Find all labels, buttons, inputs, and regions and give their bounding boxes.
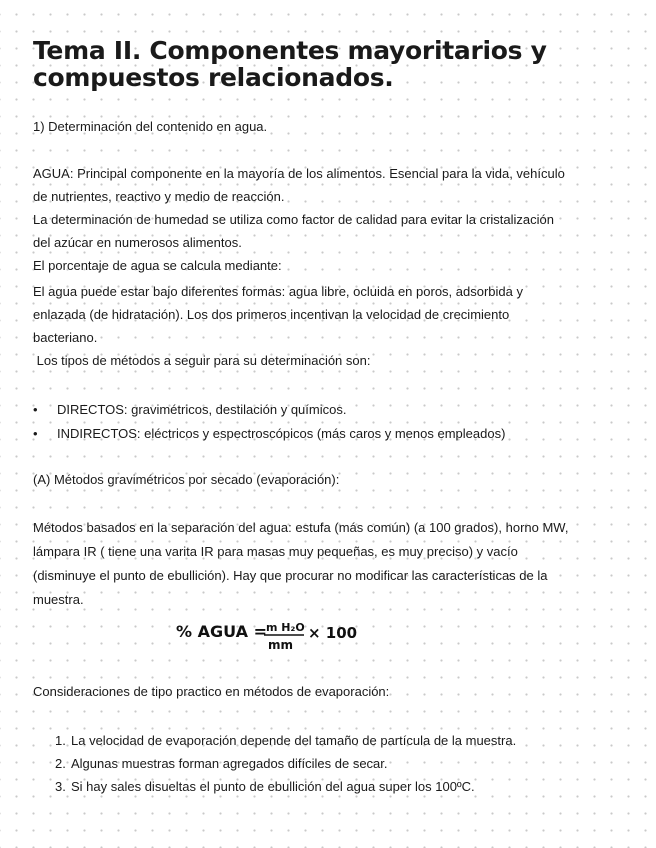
paragraph-line: enlazada (de hidratación). Los dos primeros incentivan la velocidad de crecimiento (33, 307, 510, 322)
consideration-item: La velocidad de evaporación depende del tamaño de partícula de la muestra. (71, 733, 517, 748)
water-percentage-formula (176, 615, 376, 655)
list-number: 3. (55, 779, 66, 794)
paragraph-line: bacteriano. (33, 330, 98, 345)
section-heading-a: (A) Métodos gravimétricos por secado (evaporación): (33, 472, 340, 487)
title-line-1: Tema II. Componentes mayoritarios y (33, 36, 547, 65)
bullet-item-indirectos: INDIRECTOS: eléctricos y espectroscópicos (más caros y menos empleados) (57, 426, 506, 441)
formula-right: × 100 (308, 624, 358, 642)
paragraph-line: lámpara IR ( tiene una varita IR para masas muy pequeñas, es muy preciso) y vacío (33, 544, 518, 559)
paragraph-line: (disminuye el punto de ebullición). Hay que procurar no modificar las características de la (33, 568, 548, 583)
bullet-marker: • (33, 402, 38, 417)
list-number: 1. (55, 733, 66, 748)
paragraph-line: muestra. (33, 592, 84, 607)
paragraph-line: La determinación de humedad se utiliza como factor de calidad para evitar la cristalización (33, 212, 555, 227)
title-line-2: compuestos relacionados. (33, 63, 394, 92)
formula-numerator: m H₂O (266, 621, 305, 634)
formula-left: % AGUA = (176, 622, 267, 641)
paragraph-line: El agua puede estar bajo diferentes formas: agua libre, ocluida en poros, adsorbida y (33, 284, 523, 299)
bullet-item-directos: DIRECTOS: gravimétricos, destilación y químicos. (57, 402, 347, 417)
paragraph-line: AGUA: Principal componente en la mayoría de los alimentos. Esencial para la vida, vehículo (33, 166, 565, 181)
paragraph-line: El porcentaje de agua se calcula mediante: (33, 258, 282, 273)
consideration-item: Algunas muestras forman agregados difíciles de secar. (71, 756, 388, 771)
formula-denominator: mm (268, 638, 294, 652)
page-title (33, 37, 633, 91)
section-heading-1: 1) Determinación del contenido en agua. (33, 119, 268, 134)
paragraph-line: Los tipos de métodos a seguir para su determinación son: (33, 353, 371, 368)
consideration-item: Si hay sales disueltas el punto de ebullición del agua super los 100ºC. (71, 779, 475, 794)
bullet-marker: • (33, 426, 38, 441)
paragraph-line: Métodos basados en la separación del agua: estufa (más común) (a 100 grados), horno MW, (33, 520, 569, 535)
paragraph-line: del azúcar en numerosos alimentos. (33, 235, 242, 250)
list-number: 2. (55, 756, 66, 771)
paragraph-line: de nutrientes, reactivo y medio de reacción. (33, 189, 285, 204)
considerations-title: Consideraciones de tipo practico en métodos de evaporación: (33, 684, 390, 699)
